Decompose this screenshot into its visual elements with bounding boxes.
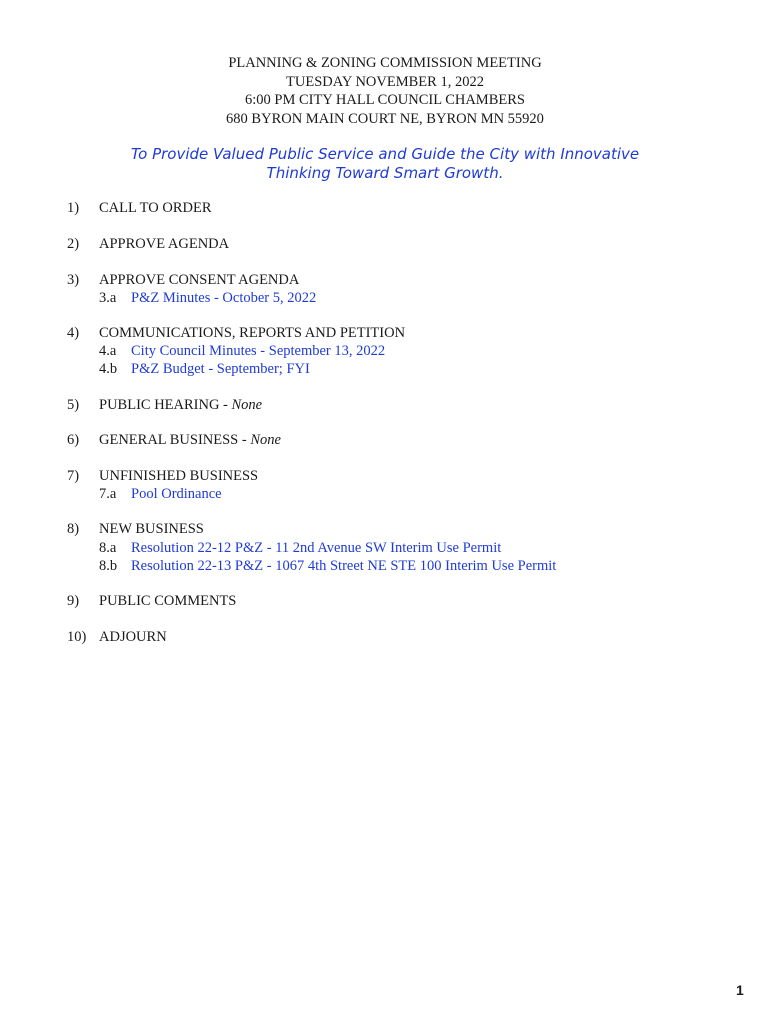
meeting-header <box>0 54 770 128</box>
header-line-date: TUESDAY NOVEMBER 1, 2022 <box>286 73 484 90</box>
agenda-item-title: NEW BUSINESS <box>99 521 204 537</box>
agenda-item-number: 6) <box>67 432 80 448</box>
header-line-address: 680 BYRON MAIN COURT NE, BYRON MN 55920 <box>226 110 544 127</box>
page-number: 1 <box>736 982 744 998</box>
agenda-item-title: COMMUNICATIONS, REPORTS AND PETITION <box>99 325 406 341</box>
agenda-item-number: 5) <box>67 397 80 413</box>
agenda-item-title <box>99 431 281 449</box>
agenda-item-title-text: GENERAL BUSINESS - <box>99 432 251 448</box>
resolution-22-12-link[interactable]: Resolution 22-12 P&Z - 11 2nd Avenue SW Interim Use Permit <box>131 540 502 556</box>
agenda-item-number: 10) <box>67 629 87 645</box>
agenda-item-note: None <box>231 397 263 413</box>
pz-budget-link[interactable]: P&Z Budget - September; FYI <box>131 361 310 377</box>
agenda-item-number: 1) <box>67 200 80 216</box>
sub-item-8b <box>99 557 556 575</box>
agenda-item-title-text: PUBLIC HEARING - <box>99 397 232 413</box>
sub-item-code: 4.a <box>99 343 117 359</box>
sub-item-code: 8.b <box>99 558 118 574</box>
agenda-item-number: 2) <box>67 236 80 252</box>
pz-minutes-link[interactable]: P&Z Minutes - October 5, 2022 <box>131 290 317 306</box>
sub-item-code: 7.a <box>99 486 117 502</box>
agenda-item-note: None <box>250 432 281 448</box>
agenda-item-title: CALL TO ORDER <box>99 200 212 216</box>
sub-item-code: 4.b <box>99 361 118 377</box>
agenda-item-number: 9) <box>67 593 80 609</box>
header-line-time-location: 6:00 PM CITY HALL COUNCIL CHAMBERS <box>245 92 525 108</box>
sub-item-7a <box>99 485 222 503</box>
tagline-line-1: To Provide Valued Public Service and Guide the City with Innovative <box>130 145 640 163</box>
pool-ordinance-link[interactable]: Pool Ordinance <box>131 486 222 502</box>
agenda-item-title: UNFINISHED BUSINESS <box>99 468 259 484</box>
agenda-item-title: APPROVE CONSENT AGENDA <box>99 272 300 288</box>
sub-item-4a <box>99 342 385 360</box>
header-line-meeting: PLANNING & ZONING COMMISSION MEETING <box>228 55 542 71</box>
sub-item-code: 8.a <box>99 540 117 556</box>
agenda-item-number: 3) <box>67 272 80 288</box>
city-council-minutes-link[interactable]: City Council Minutes - September 13, 2022 <box>131 343 386 359</box>
agenda-item-title <box>99 396 262 414</box>
mission-tagline <box>0 145 770 183</box>
sub-item-3a <box>99 289 316 307</box>
agenda-item-number: 7) <box>67 468 80 484</box>
sub-item-8a <box>99 539 501 557</box>
agenda-item-title: APPROVE AGENDA <box>99 236 230 252</box>
sub-item-code: 3.a <box>99 290 117 306</box>
resolution-22-13-link[interactable]: Resolution 22-13 P&Z - 1067 4th Street NE STE 100 Interim Use Permit <box>131 558 557 574</box>
tagline-line-2: Thinking Toward Smart Growth. <box>266 164 504 182</box>
agenda-item-number: 4) <box>67 325 80 341</box>
sub-item-4b <box>99 360 310 378</box>
agenda-item-title: ADJOURN <box>99 629 167 645</box>
agenda-item-number: 8) <box>67 521 80 537</box>
agenda-item-title: PUBLIC COMMENTS <box>99 593 237 609</box>
